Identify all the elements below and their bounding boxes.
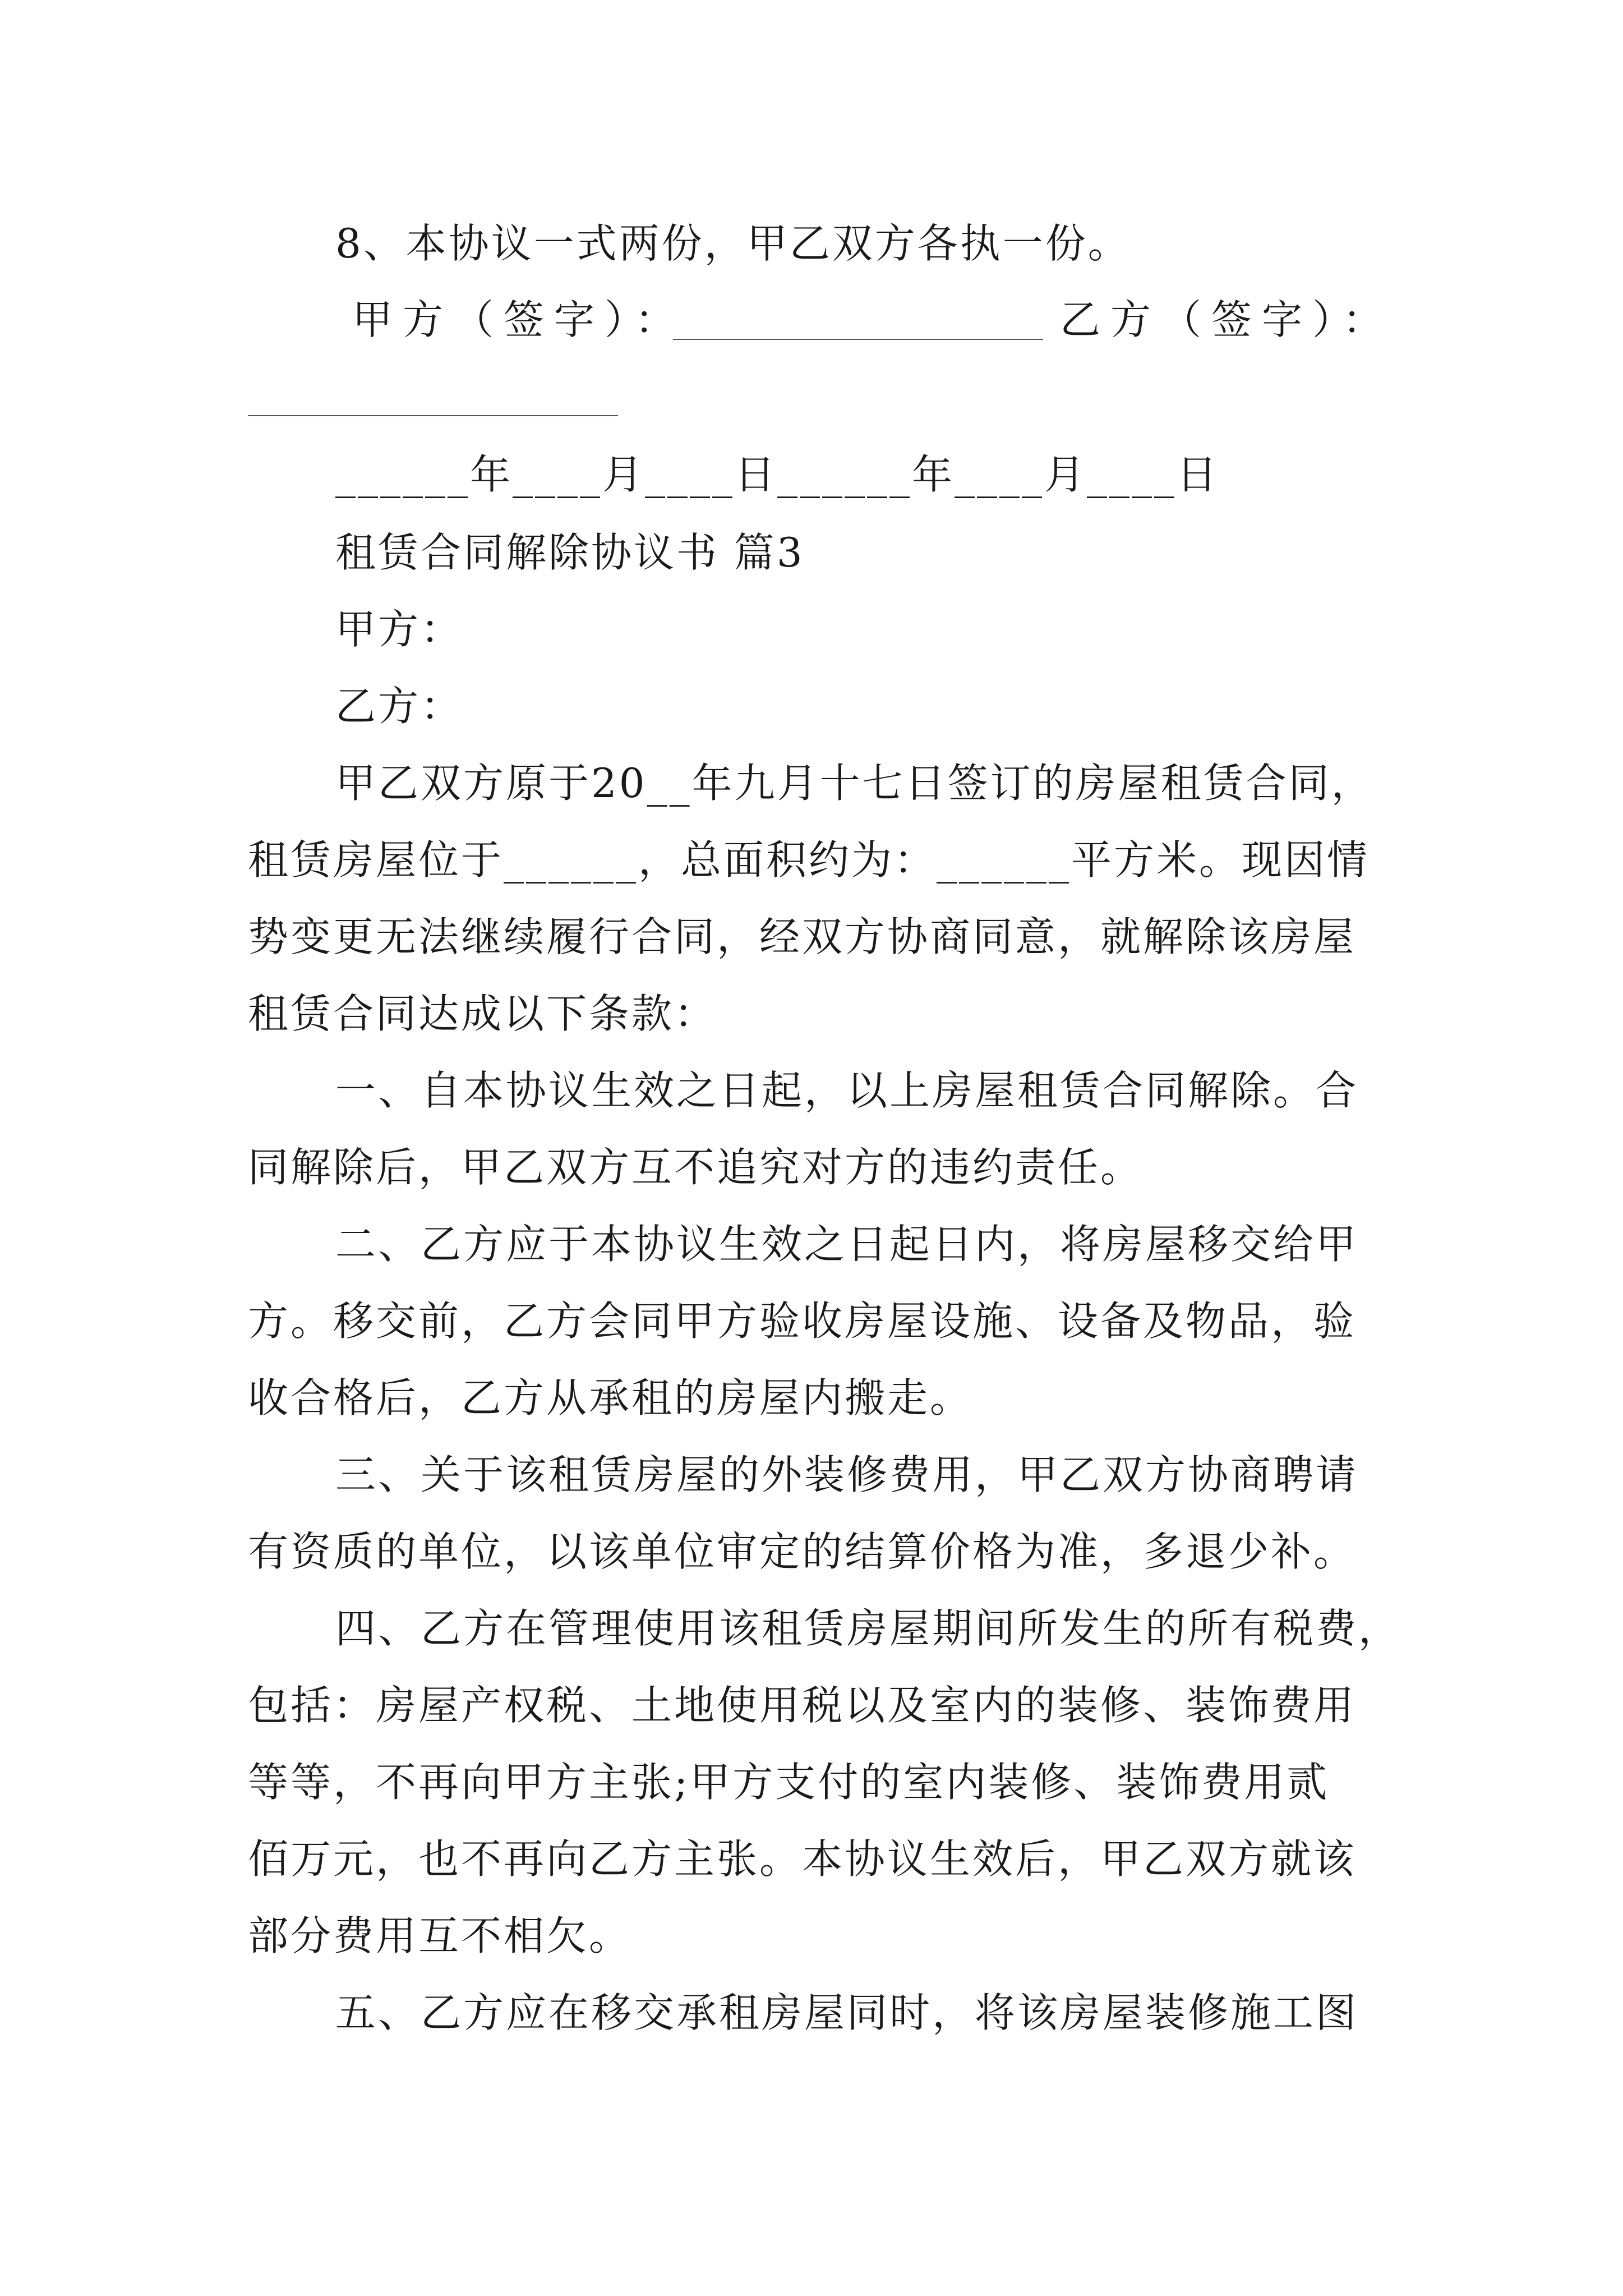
signature-line-b (248, 415, 618, 416)
clause-1-line: 同解除后，甲乙双方互不追究对方的违约责任。 (248, 1144, 1144, 1191)
clause-8: 8、本协议一式两份，甲乙双方各执一份。 (335, 220, 1131, 267)
paragraph-line: 租赁合同达成以下条款： (248, 990, 717, 1037)
clause-1-line: 一、自本协议生效之日起，以上房屋租赁合同解除。合 (335, 1067, 1359, 1114)
section-title: 租赁合同解除协议书 篇3 (335, 529, 805, 576)
signature-party-b-label: 乙方（签字）： (1060, 296, 1394, 343)
clause-2-line: 方。移交前，乙方会同甲方验收房屋设施、设备及物品，验 (248, 1297, 1357, 1345)
clause-2-line: 收合格后，乙方从承租的房屋内搬走。 (248, 1374, 973, 1421)
paragraph-line: 租赁房屋位于______，总面积约为：______平方米。现因情 (248, 836, 1370, 884)
date-line: ______年____月____日______年____月____日 (335, 451, 1220, 498)
clause-2-line: 二、乙方应于本协议生效之日起日内，将房屋移交给甲 (335, 1221, 1359, 1268)
party-a-label: 甲方： (335, 606, 464, 653)
clause-5-line: 五、乙方应在移交承租房屋同时，将该房屋装修施工图 (335, 1989, 1359, 2036)
party-b-label: 乙方： (335, 683, 464, 730)
clause-4-line: 等等，不再向甲方主张;甲方支付的室内装修、装饰费用贰 (248, 1759, 1330, 1806)
clause-3-line: 三、关于该租赁房屋的外装修费用，甲乙双方协商聘请 (335, 1451, 1359, 1498)
clause-4-line: 包括：房屋产权税、土地使用税以及室内的装修、装饰费用 (248, 1682, 1357, 1729)
clause-4-line: 佰万元，也不再向乙方主张。本协议生效后，甲乙双方就该 (248, 1835, 1357, 1883)
clause-4-line: 部分费用互不相欠。 (248, 1912, 632, 1959)
paragraph-line: 甲乙双方原于20__年九月十七日签订的房屋租赁合同， (335, 760, 1374, 807)
paragraph-line: 势变更无法继续履行合同，经双方协商同意，就解除该房屋 (248, 913, 1357, 960)
signature-line-a (673, 339, 1043, 340)
signature-party-a-label: 甲方（签字）： (352, 296, 686, 343)
clause-4-line: 四、乙方在管理使用该租赁房屋期间所发生的所有税费， (335, 1605, 1401, 1652)
clause-3-line: 有资质的单位，以该单位审定的结算价格为准，多退少补。 (248, 1528, 1357, 1575)
